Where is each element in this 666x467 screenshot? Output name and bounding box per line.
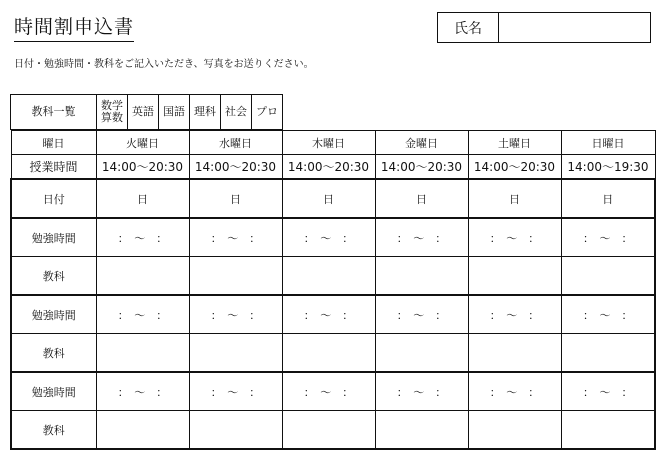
- study-time-field[interactable]: ： 〜 ：: [96, 295, 189, 334]
- day-sunday: 日曜日: [561, 131, 655, 155]
- subject-english: 英語: [127, 95, 158, 129]
- subject-field[interactable]: [282, 257, 375, 296]
- class-time: 14:00〜20:30: [375, 155, 468, 180]
- study-time-field[interactable]: ： 〜 ：: [282, 372, 375, 411]
- study-time-row: [11, 218, 655, 257]
- subject-field[interactable]: [375, 334, 468, 373]
- study-time-field[interactable]: ： 〜 ：: [375, 372, 468, 411]
- subject-list-label: 教科一覧: [31, 105, 76, 118]
- date-field[interactable]: [561, 179, 655, 218]
- study-time-row: [11, 372, 655, 411]
- day-header: 曜日: [11, 131, 96, 155]
- subject-field[interactable]: [468, 334, 561, 373]
- subject-row: [11, 411, 655, 450]
- study-time-field[interactable]: ： 〜 ：: [375, 295, 468, 334]
- subject-field[interactable]: [375, 257, 468, 296]
- study-time-field[interactable]: ： 〜 ：: [468, 295, 561, 334]
- class-time: 14:00〜20:30: [282, 155, 375, 180]
- subject-field[interactable]: [561, 334, 655, 373]
- date-suffix: 日: [230, 192, 241, 206]
- name-field[interactable]: [499, 13, 650, 42]
- date-suffix: 日: [602, 192, 614, 206]
- subject-field[interactable]: [561, 411, 655, 450]
- day-saturday: 土曜日: [468, 131, 561, 155]
- date-field[interactable]: [189, 179, 282, 218]
- form-title: 時間割申込書: [14, 14, 134, 42]
- study-time-field[interactable]: ： 〜 ：: [561, 295, 655, 334]
- study-time-field[interactable]: ： 〜 ：: [561, 372, 655, 411]
- subject-field[interactable]: [96, 334, 189, 373]
- subject-science: 理科: [189, 95, 220, 129]
- subject-field[interactable]: [282, 411, 375, 450]
- subject-math: 数学 算数: [96, 95, 127, 129]
- study-time-field[interactable]: ： 〜 ：: [468, 218, 561, 257]
- subject-field[interactable]: [468, 257, 561, 296]
- subject-row: [11, 334, 655, 373]
- subject-field[interactable]: [189, 257, 282, 296]
- subject-label: 教科: [11, 411, 96, 450]
- class-time: 14:00〜20:30: [96, 155, 189, 180]
- day-tuesday: 火曜日: [96, 131, 189, 155]
- study-time-field[interactable]: ： 〜 ：: [468, 372, 561, 411]
- date-field[interactable]: [282, 179, 375, 218]
- day-friday: 金曜日: [375, 131, 468, 155]
- study-time-label: 勉強時間: [11, 295, 96, 334]
- date-suffix: 日: [323, 192, 334, 206]
- name-label: 氏名: [438, 13, 499, 42]
- study-time-label: 勉強時間: [11, 218, 96, 257]
- day-row: [11, 131, 655, 155]
- subject-programming: プロ: [251, 95, 282, 129]
- subject-field[interactable]: [468, 411, 561, 450]
- study-time-field[interactable]: ： 〜 ：: [96, 372, 189, 411]
- study-time-field[interactable]: ： 〜 ：: [189, 295, 282, 334]
- subject-social: 社会: [220, 95, 251, 129]
- date-label: 日付: [11, 179, 96, 218]
- subject-field[interactable]: [189, 334, 282, 373]
- date-suffix: 日: [137, 192, 148, 206]
- day-wednesday: 水曜日: [189, 131, 282, 155]
- study-time-label: 勉強時間: [11, 372, 96, 411]
- study-time-field[interactable]: ： 〜 ：: [375, 218, 468, 257]
- study-time-field[interactable]: ： 〜 ：: [561, 218, 655, 257]
- date-field[interactable]: [468, 179, 561, 218]
- subject-field[interactable]: [96, 411, 189, 450]
- date-field[interactable]: [96, 179, 189, 218]
- class-time-row: [11, 155, 655, 180]
- date-suffix: 日: [509, 192, 520, 206]
- subject-field[interactable]: [561, 257, 655, 296]
- study-time-field[interactable]: ： 〜 ：: [282, 218, 375, 257]
- subject-field[interactable]: [96, 257, 189, 296]
- study-time-field[interactable]: ： 〜 ：: [96, 218, 189, 257]
- study-time-field[interactable]: ： 〜 ：: [282, 295, 375, 334]
- subject-list: [10, 94, 283, 130]
- subject-field[interactable]: [375, 411, 468, 450]
- study-time-row: [11, 295, 655, 334]
- schedule-table: [10, 130, 656, 450]
- instructions-text: 日付・勉強時間・教科をご記入いただき、写真をお送りください。: [14, 59, 314, 70]
- subject-row: [11, 257, 655, 296]
- name-box: [437, 12, 651, 43]
- subject-label: 教科: [11, 257, 96, 296]
- date-row: [11, 179, 655, 218]
- class-time: 14:00〜19:30: [561, 155, 655, 180]
- study-time-field[interactable]: ： 〜 ：: [189, 218, 282, 257]
- subject-field[interactable]: [189, 411, 282, 450]
- class-time-header: 授業時間: [11, 155, 96, 180]
- date-suffix: 日: [416, 192, 427, 206]
- study-time-field[interactable]: ： 〜 ：: [189, 372, 282, 411]
- day-thursday: 木曜日: [282, 131, 375, 155]
- class-time: 14:00〜20:30: [189, 155, 282, 180]
- class-time: 14:00〜20:30: [468, 155, 561, 180]
- subject-japanese: 国語: [158, 95, 189, 129]
- date-field[interactable]: [375, 179, 468, 218]
- subject-label: 教科: [11, 334, 96, 373]
- subject-field[interactable]: [282, 334, 375, 373]
